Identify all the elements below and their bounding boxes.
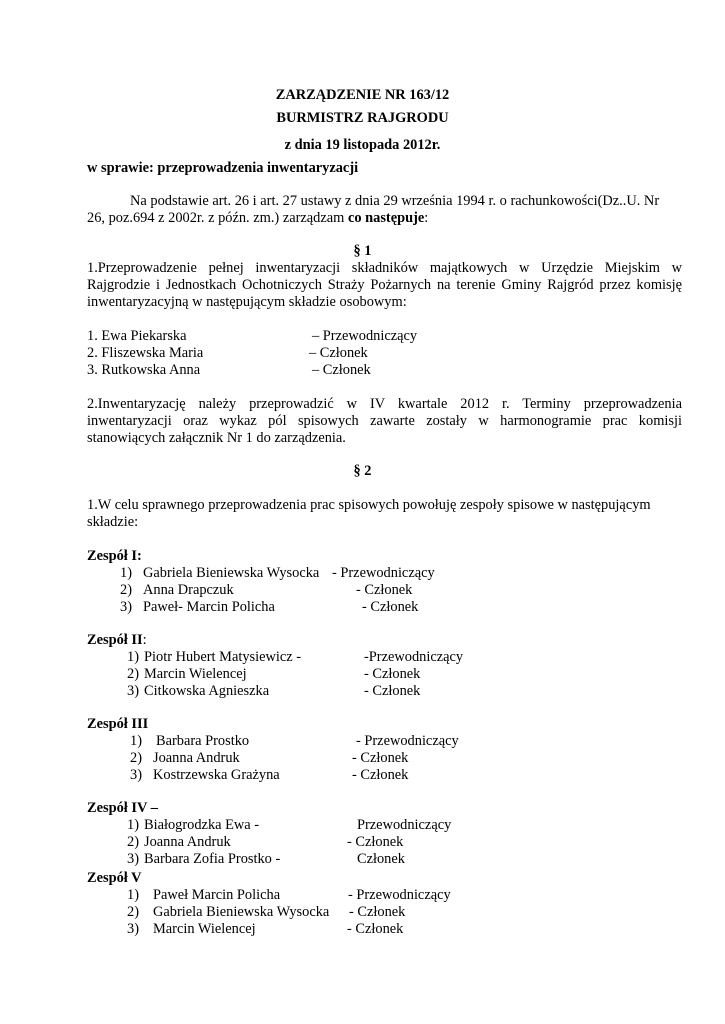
team-member-name: Anna Drapczuk <box>143 582 234 598</box>
team-title-suffix: : <box>142 632 147 648</box>
team-member-number: 1) <box>120 565 132 581</box>
team-member-number: 1) <box>130 733 142 749</box>
team-member-name: Paweł- Marcin Policha <box>143 599 275 615</box>
committee-member-name: 1. Ewa Piekarska <box>87 328 187 344</box>
team-member-number: 3) <box>127 921 139 937</box>
team-member-number: 3) <box>127 683 139 699</box>
team-member-number: 3) <box>127 851 139 867</box>
preamble-end: : <box>424 210 429 226</box>
team-member-role: - Członek <box>352 767 409 783</box>
team-member-name: Joanna Andruk <box>153 750 240 766</box>
team-member-number: 2) <box>127 904 139 920</box>
team-member-name: Marcin Wielencej <box>153 921 256 937</box>
team-title: Zespół I: <box>87 548 142 564</box>
section-2-intro-line-2: składzie: <box>87 514 139 530</box>
team-member-name: Gabriela Bieniewska Wysocka <box>153 904 330 920</box>
section-1-para-1-line-3: inwentaryzacyjną w następującym składzie osobowym: <box>87 294 407 310</box>
team-member-role: - Przewodniczący <box>348 887 451 903</box>
committee-member-name: 3. Rutkowska Anna <box>87 362 201 378</box>
team-member-number: 3) <box>130 767 142 783</box>
team-member-name: Paweł Marcin Policha <box>153 887 281 903</box>
team-member-role: - Przewodniczący <box>332 565 435 581</box>
section-2-intro-line-1: 1.W celu sprawnego przeprowadzenia prac spisowych powołuję zespoły spisowe w następującym <box>87 497 651 513</box>
team-member-name: Barbara Zofia Prostko - <box>144 851 281 867</box>
team-member-role: - Przewodniczący <box>356 733 459 749</box>
team-member-role: - Członek <box>352 750 409 766</box>
section-1-para-2-line-1: 2.Inwentaryzację należy przeprowadzić w IV kwartale 2012 r. Terminy przeprowadzenia <box>87 396 682 412</box>
team-member-name: Gabriela Bieniewska Wysocka <box>143 565 320 581</box>
preamble-line-1: Na podstawie art. 26 i art. 27 ustawy z dnia 29 września 1994 r. o rachunkowości(Dz..U. Nr <box>130 193 660 209</box>
team-member-role: - Członek <box>347 834 404 850</box>
section-1-para-1-line-2: Rajgrodzie i Jednostkach Ochotniczych Straży Pożarnych na terenie Gminy Rajgród przez komisję <box>87 277 682 293</box>
team-title: Zespół V <box>87 870 142 886</box>
team-member-name: Marcin Wielencej <box>144 666 247 682</box>
document-subject: w sprawie: przeprowadzenia inwentaryzacji <box>87 160 359 176</box>
section-1-para-2-line-2: inwentaryzacji oraz wykaz pól spisowych zawarte zostały w harmonogramie prac komisji <box>87 413 682 429</box>
team-member-name: Kostrzewska Grażyna <box>153 767 280 783</box>
team-member-number: 2) <box>120 582 132 598</box>
team-member-role: - Członek <box>347 921 404 937</box>
preamble-bold-text: co następuje <box>347 210 425 226</box>
team-member-role: Członek <box>357 851 405 867</box>
team-member-number: 1) <box>127 887 139 903</box>
committee-member-name: 2. Fliszewska Maria <box>87 345 204 361</box>
team-member-name: Citkowska Agnieszka <box>144 683 270 699</box>
team-member-name: Barbara Prostko <box>156 733 250 749</box>
team-member-number: 3) <box>120 599 132 615</box>
team-member-number: 1) <box>127 817 139 833</box>
committee-member-role: – Członek <box>312 362 371 378</box>
team-member-role: - Członek <box>356 582 413 598</box>
team-member-role: - Członek <box>364 683 421 699</box>
committee-member-role: – Przewodniczący <box>312 328 418 344</box>
team-member-number: 2) <box>130 750 142 766</box>
committee-member-role: – Członek <box>309 345 368 361</box>
team-member-role: - Członek <box>362 599 419 615</box>
team-member-name: Joanna Andruk <box>144 834 231 850</box>
preamble-text: 26, poz.694 z 2002r. z późn. zm.) zarządzam <box>87 210 348 226</box>
team-title-line <box>87 632 147 649</box>
team-title: Zespół II <box>87 632 143 648</box>
team-member-role: Przewodniczący <box>357 817 452 833</box>
document-authority: BURMISTRZ RAJGRODU <box>276 110 449 126</box>
team-member-role: - Członek <box>349 904 406 920</box>
team-title: Zespół IV – <box>87 800 158 816</box>
document-date: z dnia 19 listopada 2012r. <box>284 137 441 153</box>
team-member-role: - Członek <box>364 666 421 682</box>
team-member-role: -Przewodniczący <box>364 649 464 665</box>
preamble-line-2 <box>87 210 428 227</box>
team-member-number: 1) <box>127 649 139 665</box>
section-1-para-2-line-3: stanowiących załącznik Nr 1 do zarządzenia. <box>87 430 346 446</box>
team-member-name: Piotr Hubert Matysiewicz - <box>144 649 302 665</box>
team-title: Zespół III <box>87 716 149 732</box>
team-member-name: Białogrodzka Ewa - <box>144 817 260 833</box>
section-2-heading: § 2 <box>353 463 372 479</box>
section-1-heading: § 1 <box>353 243 372 259</box>
team-member-number: 2) <box>127 834 139 850</box>
team-member-number: 2) <box>127 666 139 682</box>
section-1-para-1-line-1: 1.Przeprowadzenie pełnej inwentaryzacji składników majątkowych w Urzędzie Miejskim w <box>87 260 682 276</box>
document-title: ZARZĄDZENIE NR 163/12 <box>275 87 450 103</box>
